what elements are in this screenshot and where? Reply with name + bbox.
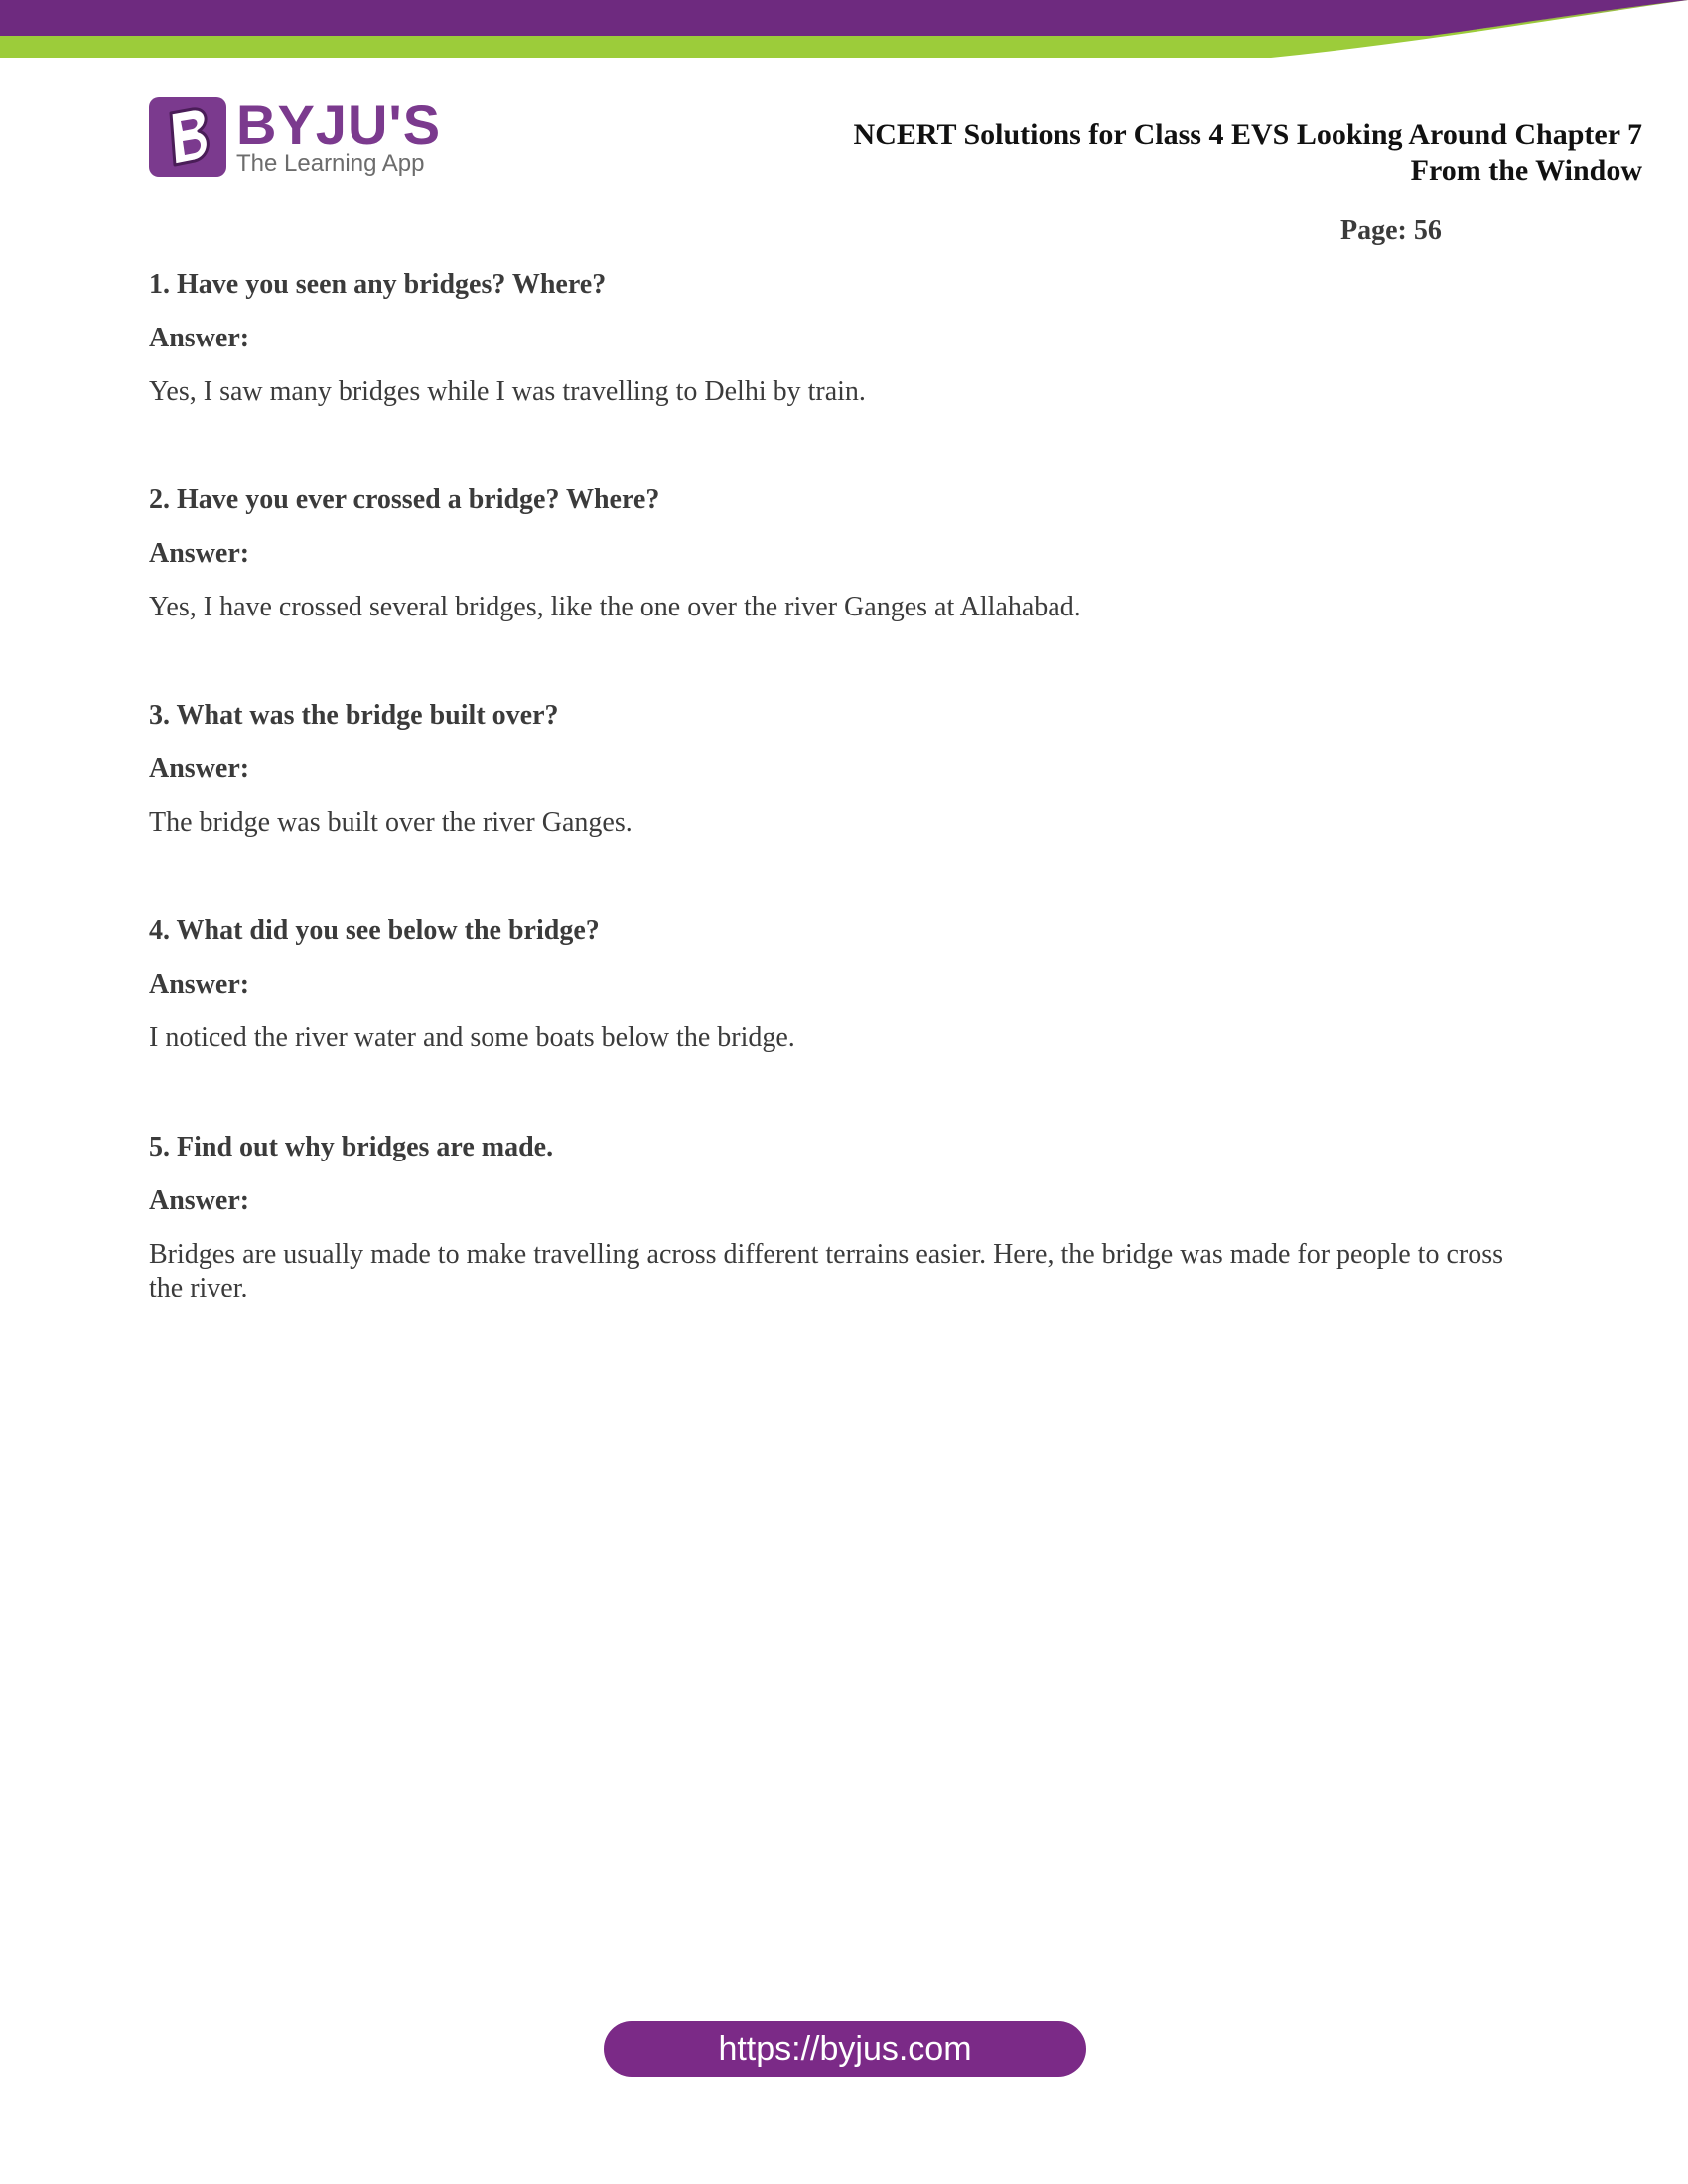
question-4: 4. What did you see below the bridge?: [149, 915, 600, 946]
question-1: 1. Have you seen any bridges? Where?: [149, 269, 607, 300]
answer-label-1: Answer:: [149, 323, 250, 353]
answer-text-4: I noticed the river water and some boats below the bridge.: [149, 1023, 795, 1053]
answer-label-5: Answer:: [149, 1185, 250, 1216]
document-title-line-1: NCERT Solutions for Class 4 EVS Looking Around Chapter 7: [853, 118, 1642, 151]
document-title-line-2: From the Window: [1410, 154, 1642, 187]
header-color-band: [0, 0, 1688, 60]
qa-item-5: [149, 1131, 1519, 1305]
byjus-b-icon: [149, 97, 226, 177]
footer-url-link[interactable]: https://byjus.com: [604, 2021, 1086, 2077]
qa-item-1: [149, 268, 1519, 409]
question-5: 5. Find out why bridges are made.: [149, 1132, 554, 1162]
answer-text-2: Yes, I have crossed several bridges, like the one over the river Ganges at Allahabad.: [149, 592, 1081, 622]
answer-text-1: Yes, I saw many bridges while I was travelling to Delhi by train.: [149, 376, 866, 407]
answer-label-3: Answer:: [149, 753, 250, 784]
brand-tagline: The Learning App: [236, 150, 425, 177]
document-title: [854, 117, 1642, 189]
byjus-logo[interactable]: [149, 93, 442, 179]
answer-text-3: The bridge was built over the river Ganges.: [149, 807, 633, 838]
qa-item-4: [149, 914, 1519, 1055]
question-2: 2. Have you ever crossed a bridge? Where?: [149, 484, 660, 515]
answer-text-5: Bridges are usually made to make travelling across different terrains easier. Here, the bridge was made for people to cross the river.: [149, 1239, 1503, 1303]
answer-label-2: Answer:: [149, 538, 250, 569]
answer-label-4: Answer:: [149, 969, 250, 1000]
question-3: 3. What was the bridge built over?: [149, 700, 559, 731]
brand-name: BYJU'S: [236, 93, 442, 156]
qa-item-3: [149, 699, 1519, 840]
qa-item-2: [149, 483, 1519, 624]
page-number: Page: 56: [1340, 215, 1442, 246]
